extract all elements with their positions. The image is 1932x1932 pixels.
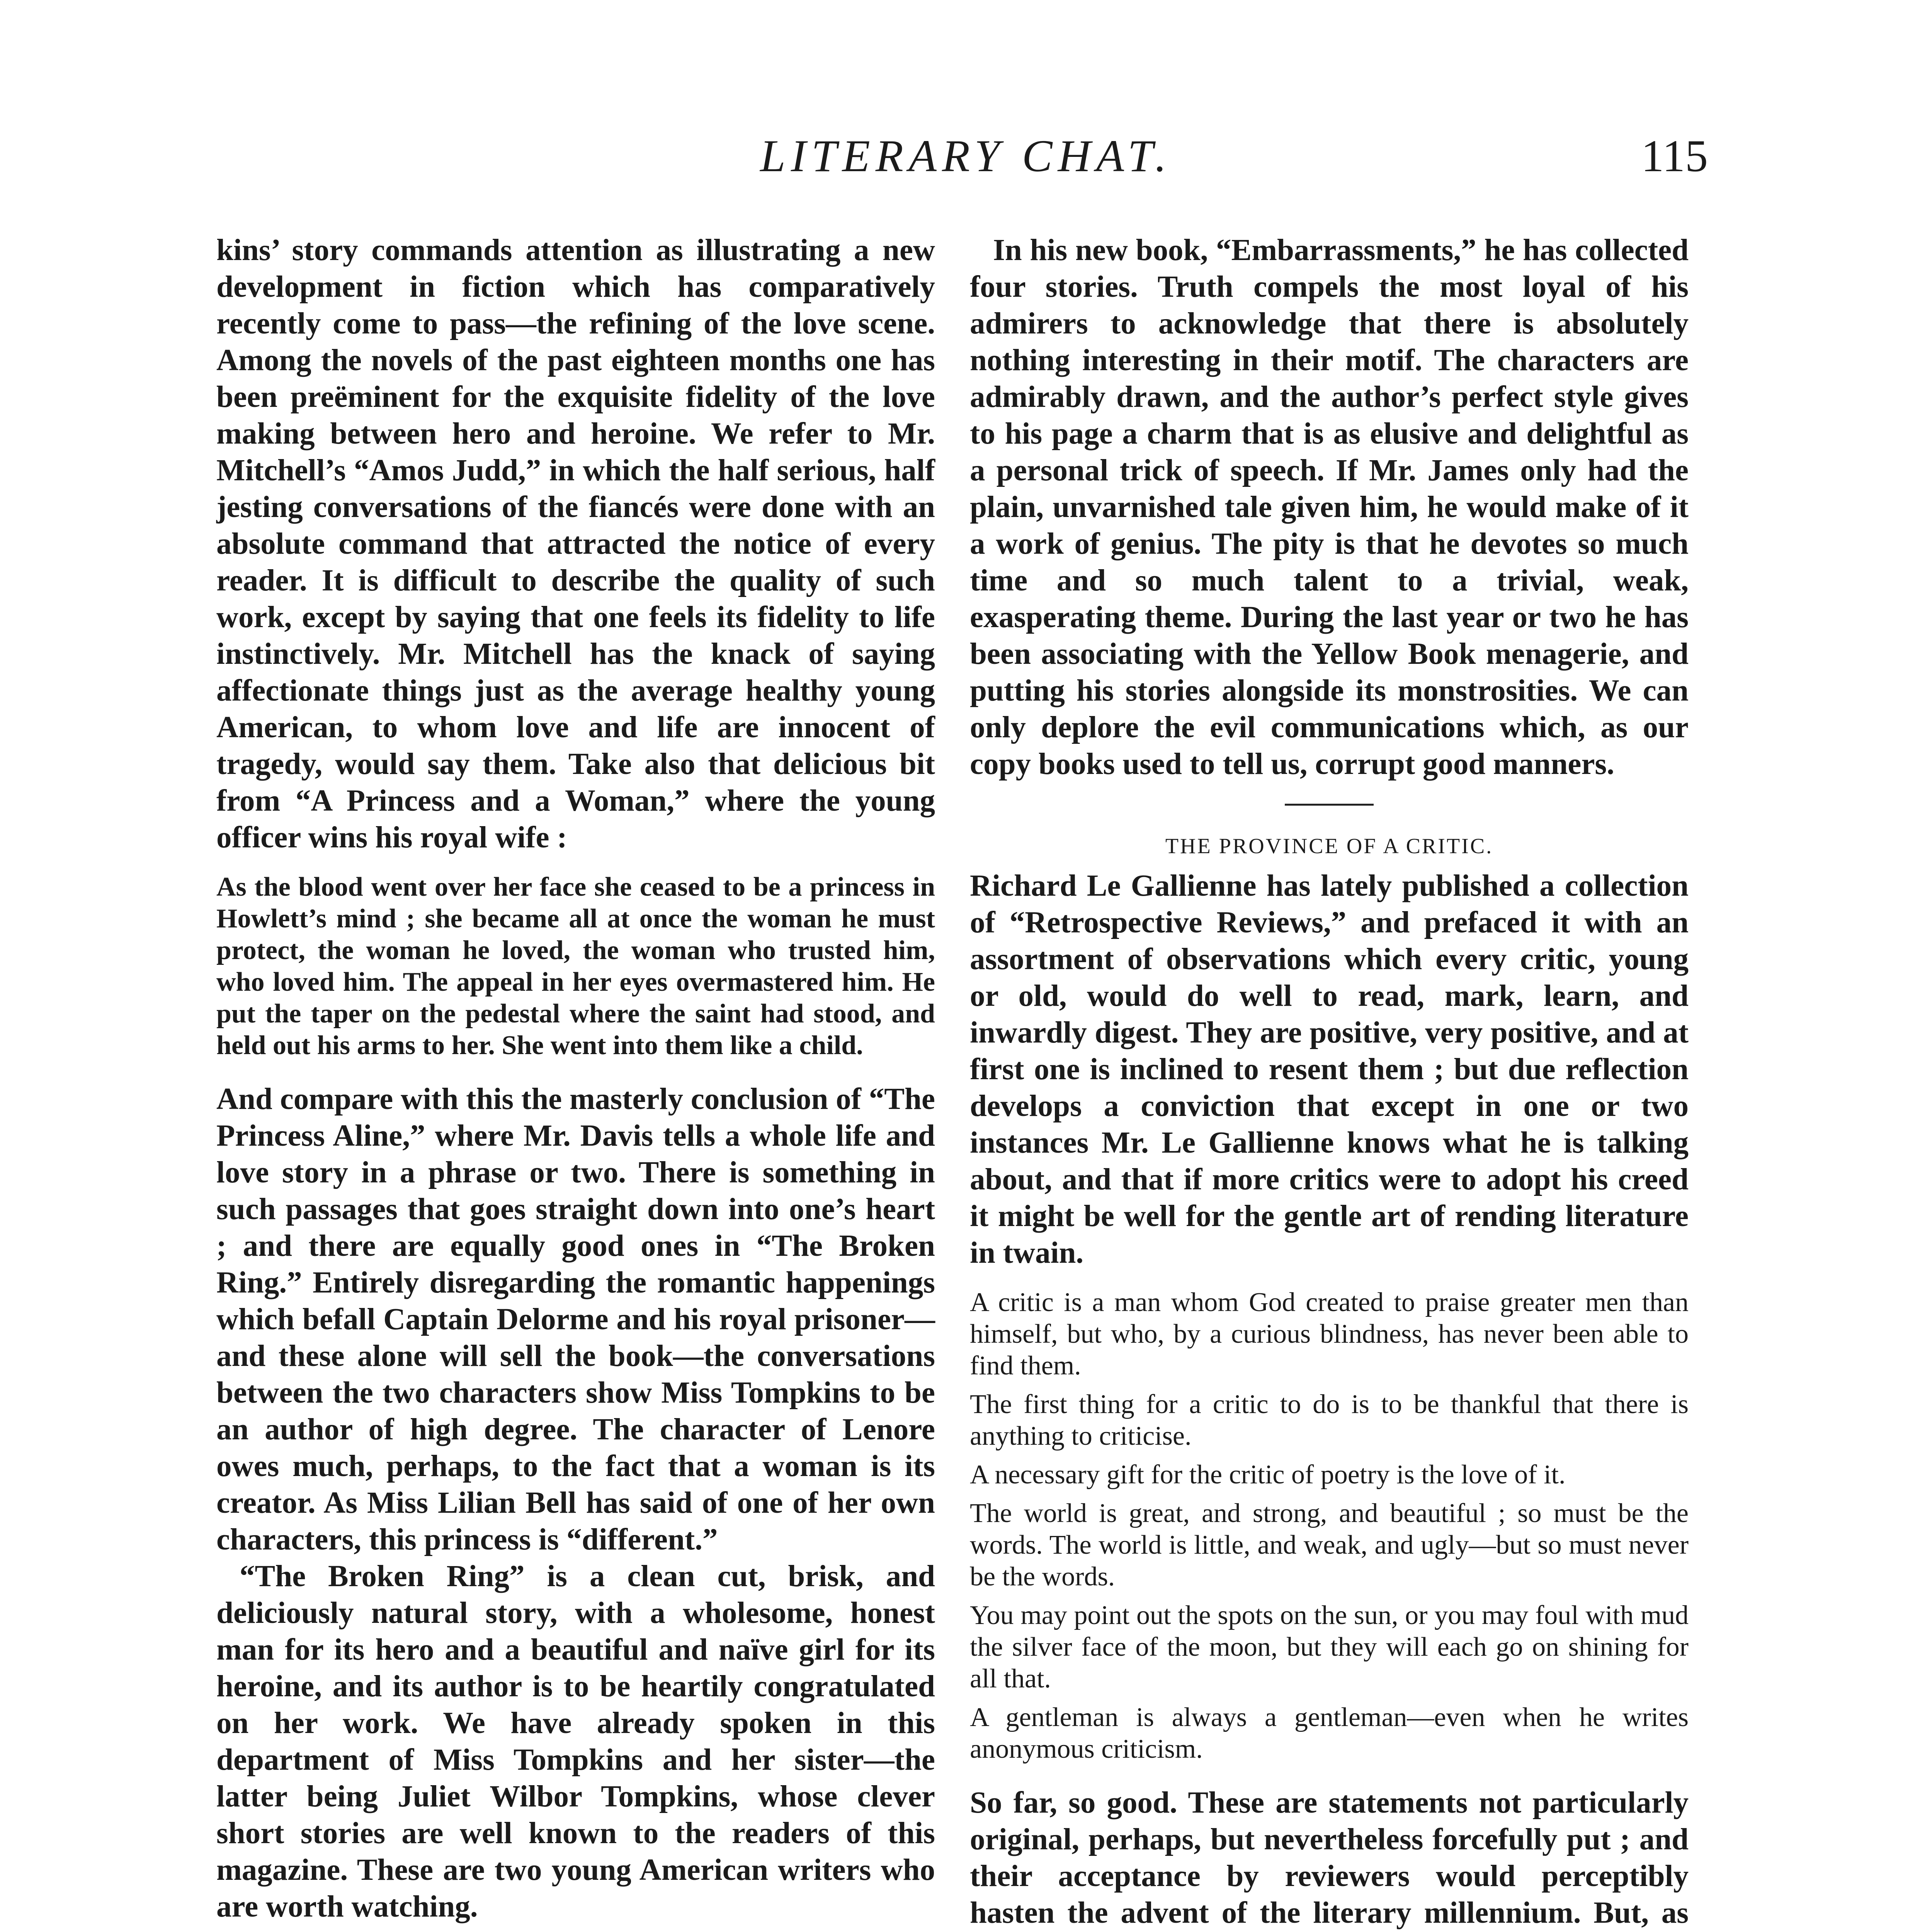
princess-quote-block xyxy=(216,871,935,1061)
quote-item: You may point out the spots on the sun, or you may foul with mud the silver face of the moon, but they will each go on shining for all that. xyxy=(970,1600,1689,1694)
section-heading: THE PROVINCE OF A CRITIC. xyxy=(1165,834,1493,858)
quote-item: A gentleman is always a gentleman—even when he writes anonymous criticism. xyxy=(970,1702,1689,1764)
right-column xyxy=(970,232,1689,1932)
quote-item: A necessary gift for the critic of poetry is the love of it. xyxy=(970,1460,1566,1490)
quote-item: A critic is a man whom God created to praise greater men than himself, but who, by a curious blindness, has never been able to find them. xyxy=(970,1287,1689,1381)
section-divider xyxy=(1285,804,1374,806)
critic-quotes-block xyxy=(970,1287,1689,1765)
body-paragraph: Richard Le Gallienne has lately published a collection of “Retrospective Reviews,” and prefaced it with an assortment of observations which every critic, young or old, would do well to read, mark, learn, and inwardly digest. They are positive, very positive, and at first one is inclined to resent them ; but due reflection develops a conviction that except in one or two instances Mr. Le Gallienne knows what he is talking about, and that if more critics were to adopt his creed it might be well for the gentle art of rending literature in twain. xyxy=(970,869,1689,1270)
body-paragraph: And compare with this the masterly conclusion of “The Princess Aline,” where Mr. Davis tells a whole life and love story in a phrase or two. There is something in such passages that goes straight down into one’s heart ; and there are equally good ones in “The Broken Ring.” Entirely disregarding the romantic happenings which befall Captain Delorme and his royal prisoner—and these alone will sell the book—the conversations between the two characters show Miss Tompkins to be an author of high degree. The character of Lenore owes much, perhaps, to the fact that a woman is its creator. As Miss Lilian Bell has said of one of her own characters, this princess is “different.” xyxy=(216,1082,935,1556)
body-paragraph: So far, so good. These are statements not particularly original, perhaps, but nevertheless forcefully put ; and their acceptance by reviewers would perceptibly hasten the advent of the literary millennium. But, as xyxy=(970,1786,1689,1930)
running-title: LITERARY CHAT. xyxy=(760,131,1172,181)
block-quote: As the blood went over her face she ceased to be a princess in Howlett’s mind ; she became all at once the woman he must protect, the woman he loved, the woman who trusted him, who loved him. The appeal in her eyes overmastered him. He put the taper on the pedestal where the saint had stood, and held out his arms to her. She went into them like a child. xyxy=(216,872,935,1060)
quote-item: The first thing for a critic to do is to be thankful that there is anything to criticise. xyxy=(970,1389,1689,1451)
page-number: 115 xyxy=(1641,131,1708,181)
body-paragraph: “The Broken Ring” is a clean cut, brisk, and deliciously natural story, with a wholesome, honest man for its hero and a beautiful and naïve girl for its heroine, and its author is to be heartily congratulated on her work. We have already spoken in this department of Miss Tompkins and her sister—the latter being Juliet Wilbor Tompkins, whose clever short stories are well known to the readers of this magazine. These are two young American writers who are worth watching. xyxy=(216,1560,935,1923)
left-column xyxy=(216,232,935,1932)
intro-paragraph: kins’ story commands attention as illustrating a new development in fiction which has comparatively recently come to pass—the refining of the love scene. Among the novels of the past eighteen months one has been preëminent for the exquisite fidelity of the love making between hero and heroine. We refer to Mr. Mitchell’s “Amos Judd,” in which the half serious, half jesting conversations of the fiancés were done with an absolute command that attracted the notice of every reader. It is difficult to describe the quality of such work, except by saying that one feels its fidelity to life instinctively. Mr. Mitchell has the knack of saying affectionate things just as the average healthy young American, to whom love and life are innocent of tragedy, would say them. Take also that delicious bit from “A Princess and a Woman,” where the young officer wins his royal wife : xyxy=(216,233,935,854)
quote-item: The world is great, and strong, and beautiful ; so must be the words. The world is little, and weak, and ugly—but so must never be the words. xyxy=(970,1498,1689,1592)
body-paragraph: In his new book, “Embarrassments,” he has collected four stories. Truth compels the most loyal of his admirers to acknowledge that there is absolutely nothing interesting in their motif. The characters are admirably drawn, and the author’s perfect style gives to his page a charm that is as elusive and delightful as a personal trick of speech. If Mr. James only had the plain, unvarnished tale given him, he would make of it a work of genius. The pity is that he devotes so much time and so much talent to a trivial, weak, exasperating theme. During the last year or two he has been associating with the Yellow Book menagerie, and putting his stories alongside its monstrosities. We can only deplore the evil communications which, as our copy books used to tell us, corrupt good manners. xyxy=(970,233,1689,781)
